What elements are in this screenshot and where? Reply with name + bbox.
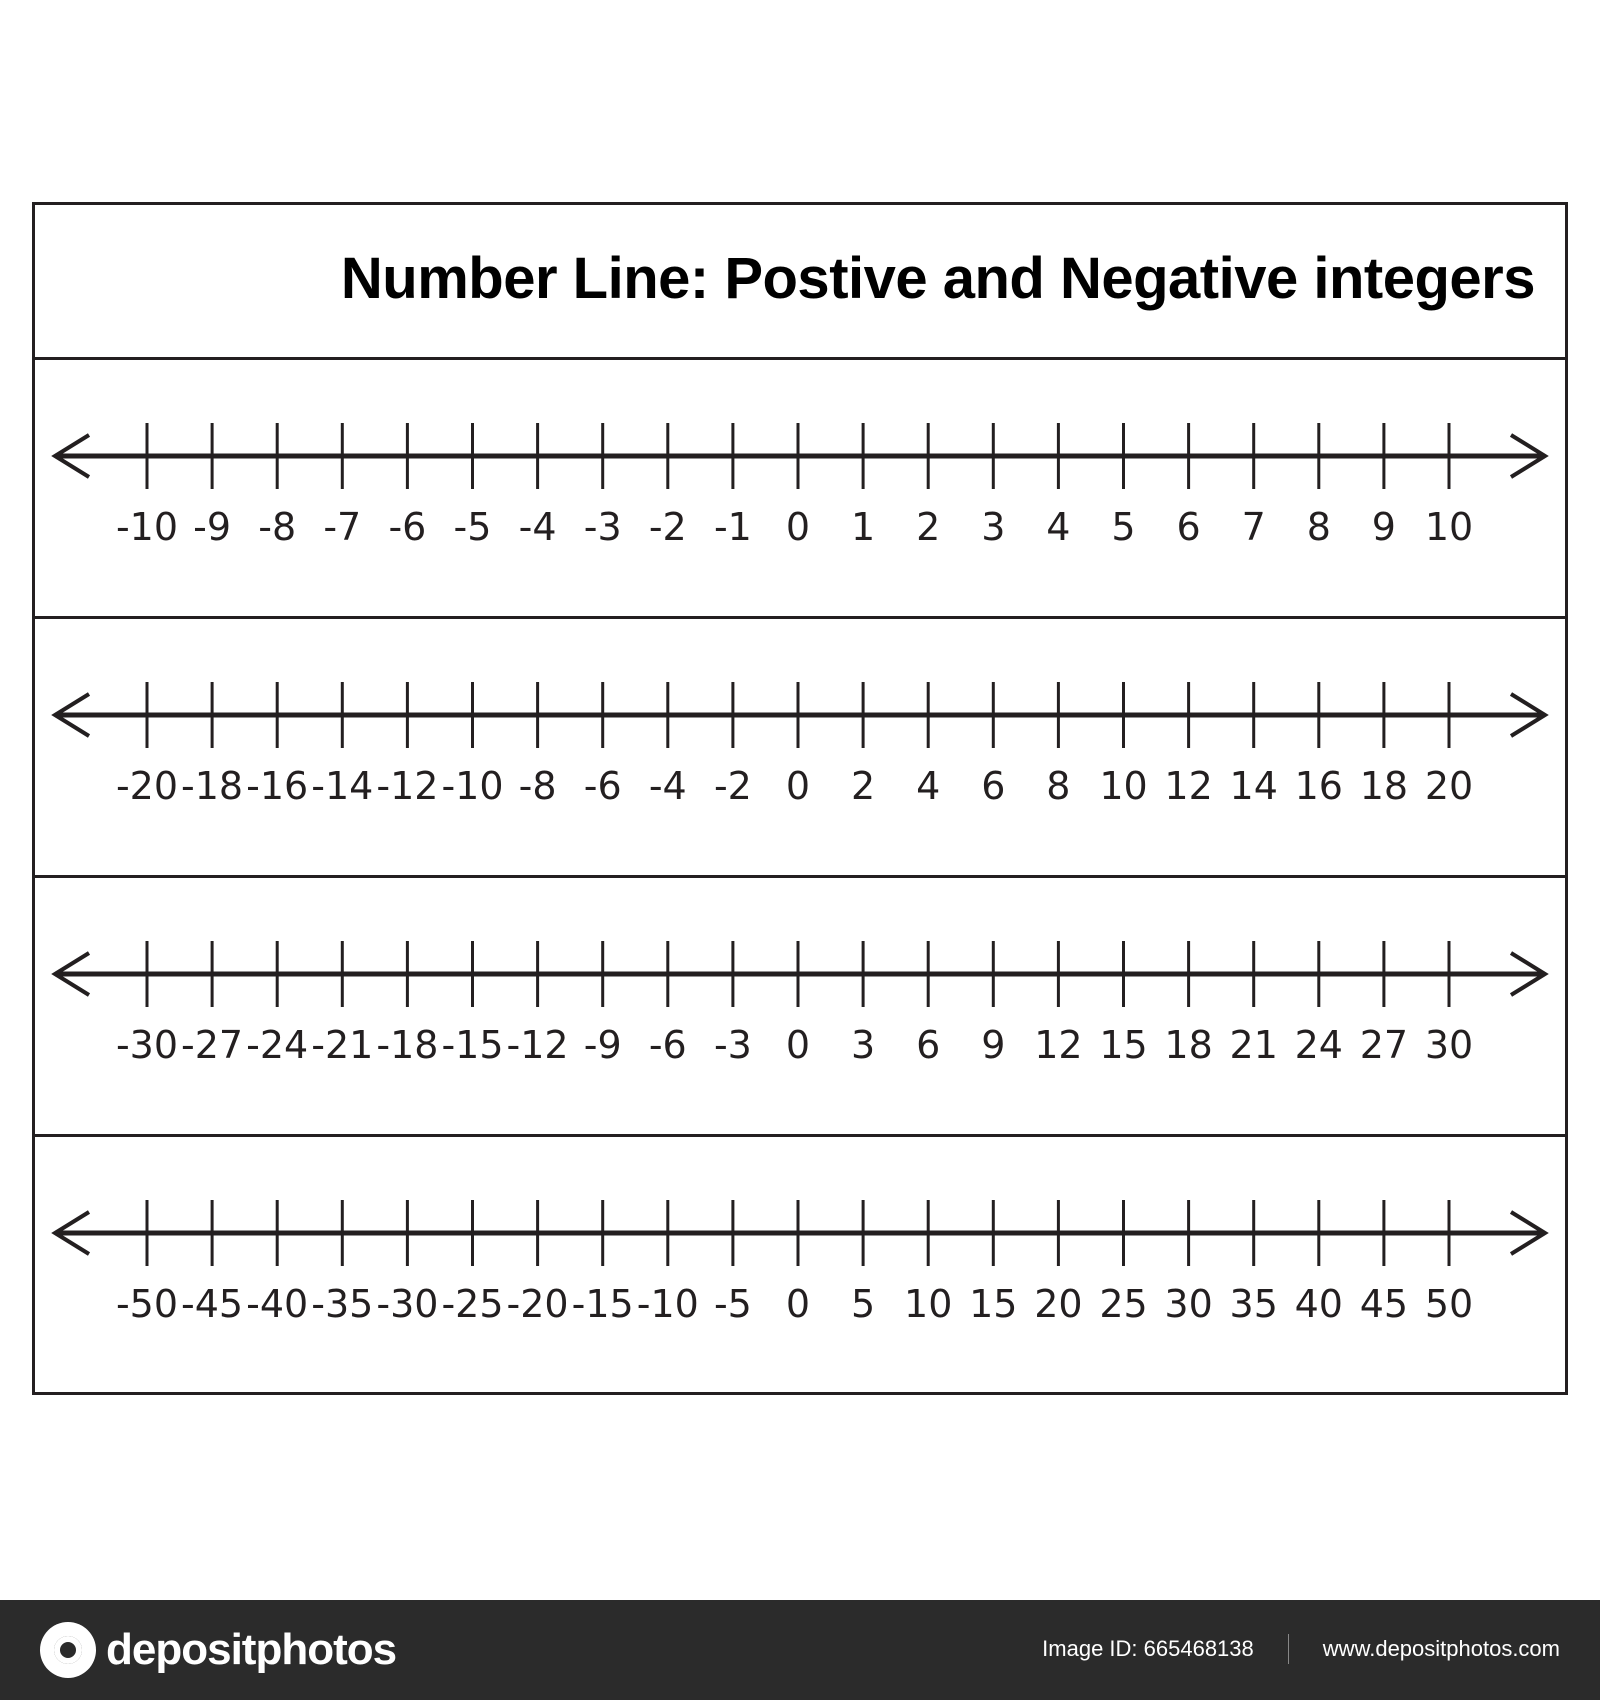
- tick-label: -12: [376, 764, 439, 808]
- tick-label: -2: [713, 764, 752, 808]
- tick-label: -8: [518, 764, 557, 808]
- tick-label: -4: [518, 505, 557, 549]
- tick-label: 21: [1229, 1023, 1278, 1067]
- tick-label: -10: [636, 1282, 699, 1326]
- tick-label: 3: [851, 1023, 876, 1067]
- tick-label: -50: [115, 1282, 179, 1326]
- number-line-panel-1: [35, 360, 1565, 619]
- tick-label: 9: [981, 1023, 1006, 1067]
- tick-label: 25: [1099, 1282, 1148, 1326]
- tick-label: 0: [785, 505, 811, 549]
- tick-label: -45: [181, 1282, 244, 1326]
- tick-label: -30: [115, 1023, 179, 1067]
- tick-label: 5: [1111, 505, 1136, 549]
- tick-label: -3: [583, 505, 622, 549]
- tick-label: -40: [246, 1282, 309, 1326]
- tick-label: -27: [181, 1023, 244, 1067]
- number-line-2: [35, 619, 1565, 875]
- tick-label: 6: [1176, 505, 1201, 549]
- brand-logo[interactable]: [40, 1620, 396, 1680]
- tick-label: -18: [181, 764, 244, 808]
- logo-text: depositphotos: [106, 1625, 397, 1674]
- tick-label: 40: [1294, 1282, 1343, 1326]
- tick-label: 0: [785, 1282, 811, 1326]
- number-line-1: [35, 360, 1565, 616]
- tick-label: -6: [388, 505, 427, 549]
- tick-label: 0: [785, 1023, 811, 1067]
- page-title: Number Line: Postive and Negative integers: [340, 246, 1535, 311]
- tick-label: 10: [904, 1282, 953, 1326]
- tick-label: 0: [785, 764, 811, 808]
- tick-label: 35: [1229, 1282, 1278, 1326]
- tick-label: 6: [981, 764, 1006, 808]
- tick-label: 3: [981, 505, 1006, 549]
- tick-label: 20: [1424, 764, 1474, 808]
- tick-label: 4: [1046, 505, 1071, 549]
- tick-label: 18: [1164, 1023, 1213, 1067]
- tick-label: 2: [916, 505, 941, 549]
- tick-label: -25: [441, 1282, 504, 1326]
- tick-label: 18: [1359, 764, 1409, 808]
- image-id: Image ID: 665468138: [1042, 1636, 1254, 1661]
- tick-label: -4: [648, 764, 687, 808]
- tick-label: -5: [713, 1282, 752, 1326]
- tick-label: -21: [311, 1023, 374, 1067]
- camera-logo-icon: [40, 1622, 96, 1678]
- number-line-panel-3: [35, 878, 1565, 1137]
- tick-label: -12: [506, 1023, 569, 1067]
- tick-label: 30: [1164, 1282, 1213, 1326]
- tick-label: 45: [1359, 1282, 1409, 1326]
- tick-label: -20: [115, 764, 179, 808]
- tick-label: -6: [648, 1023, 687, 1067]
- tick-label: 8: [1046, 764, 1071, 808]
- tick-label: -9: [193, 505, 232, 549]
- tick-label: 12: [1034, 1023, 1083, 1067]
- tick-label: -5: [453, 505, 492, 549]
- number-line-panel-2: [35, 619, 1565, 878]
- tick-label: -15: [441, 1023, 504, 1067]
- tick-label: 50: [1424, 1282, 1474, 1326]
- tick-label: 14: [1229, 764, 1278, 808]
- number-line-board: [32, 202, 1568, 1395]
- tick-label: -18: [376, 1023, 439, 1067]
- tick-label: 20: [1034, 1282, 1083, 1326]
- tick-label: 2: [851, 764, 876, 808]
- tick-label: 4: [916, 764, 941, 808]
- tick-label: 6: [916, 1023, 941, 1067]
- tick-label: 16: [1294, 764, 1343, 808]
- footer-divider: [1288, 1634, 1289, 1664]
- tick-label: -2: [648, 505, 687, 549]
- tick-label: -7: [323, 505, 362, 549]
- tick-label: 30: [1424, 1023, 1474, 1067]
- tick-label: 1: [851, 505, 876, 549]
- tick-label: -6: [583, 764, 622, 808]
- tick-label: -20: [506, 1282, 569, 1326]
- tick-label: 7: [1241, 505, 1266, 549]
- tick-label: 10: [1424, 505, 1474, 549]
- tick-label: -10: [115, 505, 179, 549]
- tick-label: -10: [441, 764, 504, 808]
- tick-label: -14: [311, 764, 374, 808]
- footer-info: [1042, 1634, 1560, 1664]
- footer-bar: [0, 1600, 1600, 1700]
- tick-label: -1: [713, 505, 752, 549]
- website-link[interactable]: www.depositphotos.com: [1322, 1636, 1560, 1661]
- tick-label: -15: [571, 1282, 634, 1326]
- tick-label: 27: [1359, 1023, 1409, 1067]
- tick-label: 15: [969, 1282, 1018, 1326]
- tick-label: -24: [246, 1023, 309, 1067]
- number-line-panel-4: [35, 1137, 1565, 1396]
- tick-label: -30: [376, 1282, 439, 1326]
- tick-label: -9: [583, 1023, 622, 1067]
- tick-label: -3: [713, 1023, 752, 1067]
- tick-label: 24: [1294, 1023, 1343, 1067]
- tick-label: 15: [1099, 1023, 1148, 1067]
- number-line-3: [35, 878, 1565, 1134]
- tick-label: 8: [1306, 505, 1331, 549]
- title-row: [35, 205, 1565, 360]
- tick-label: -35: [311, 1282, 374, 1326]
- tick-label: -16: [246, 764, 309, 808]
- number-line-4: [35, 1137, 1565, 1393]
- tick-label: -8: [258, 505, 297, 549]
- tick-label: 12: [1164, 764, 1213, 808]
- tick-label: 5: [851, 1282, 876, 1326]
- tick-label: 9: [1371, 505, 1396, 549]
- tick-label: 10: [1099, 764, 1148, 808]
